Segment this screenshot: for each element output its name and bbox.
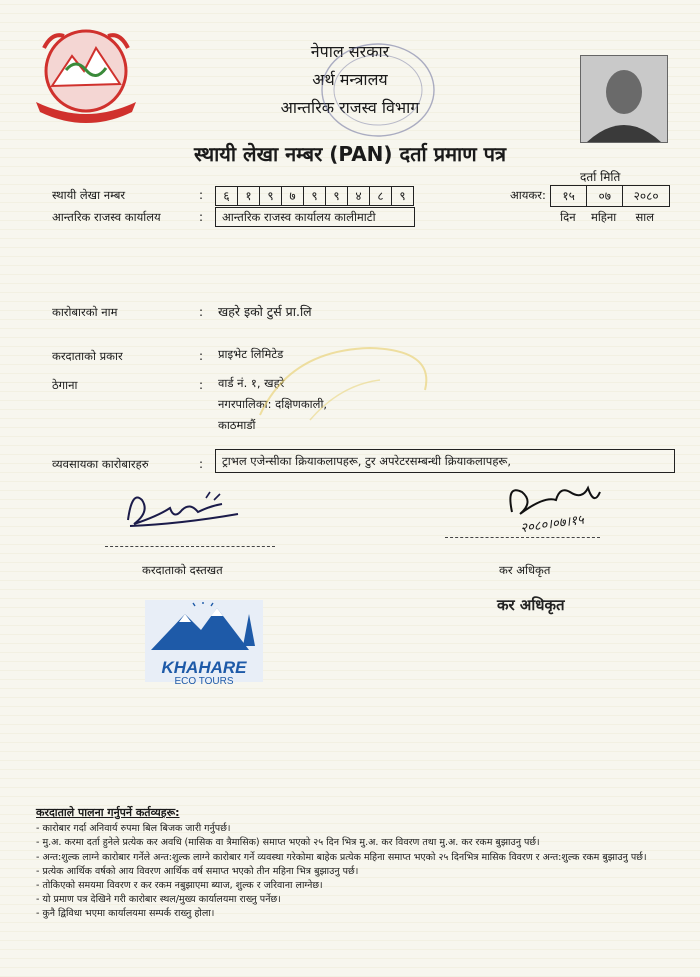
duty-item: - कारोबार गर्दा अनिवार्य रुपमा बिल बिजक जारी गर्नुपर्छ। [36, 823, 231, 835]
pan-digit: ७ [281, 187, 303, 205]
logo-name: KHAHARE [161, 658, 247, 677]
pan-digit: ९ [325, 187, 347, 205]
month-caption: महिना [590, 210, 617, 224]
address-line-2: नगरपालिका: दक्षिणकाली, [218, 397, 328, 411]
address-line-3: काठमाडौं [218, 418, 256, 432]
certificate-title: स्थायी लेखा नम्बर (PAN) दर्ता प्रमाण पत्र [193, 142, 507, 166]
income-tax-label: आयकर: [510, 188, 546, 202]
khahare-logo [145, 600, 263, 687]
taxpayer-type-value: प्राइभेट लिमिटेड [218, 347, 284, 361]
pan-digit: ४ [347, 187, 369, 205]
address-line-1: वार्ड नं. १, खहरे [218, 376, 285, 390]
activities-label: व्यवसायका कारोबारहरु [52, 457, 149, 471]
officer-signature-label: कर अधिकृत [499, 563, 551, 577]
day-caption: दिन [560, 210, 576, 224]
person-photo-icon [581, 56, 667, 142]
date-captions [550, 210, 668, 225]
pan-label: स्थायी लेखा नम्बर [52, 188, 126, 202]
pan-digit: ८ [369, 187, 391, 205]
taxpayer-duties [36, 806, 676, 922]
duty-item: - तोकिएको समयमा विवरण र कर रकम नबुझाएमा ब्याज, शुल्क र जरिवाना लाग्नेछ। [36, 880, 323, 892]
mountain-logo-icon [145, 600, 263, 656]
office-value: आन्तरिक राजस्व कार्यालय कालीमाटी [215, 207, 415, 227]
pan-colon: : [199, 188, 204, 202]
duties-heading: करदाताले पालना गर्नुपर्ने कर्तव्यहरू: [36, 806, 180, 819]
pan-digit: ६ [223, 189, 230, 203]
activities-colon: : [199, 457, 204, 471]
registration-date-box [550, 185, 670, 207]
business-name-colon: : [199, 305, 204, 319]
taxpayer-signature-label: करदाताको दस्तखत [142, 563, 223, 577]
business-name-value: खहरे इको टुर्स प्रा.लि [218, 304, 312, 319]
duty-item: - प्रत्येक आर्थिक वर्षको आय विवरण आर्थिक वर्ष समाप्त भएको तीन महिना भित्र बुझाउनु पर्छ। [36, 865, 359, 877]
date-year: २०८० [622, 186, 669, 206]
officer-signature-date: २०८०।०७।१५ [519, 512, 585, 537]
duty-item: - कुनै द्विविधा भएमा कार्यालयमा सम्पर्क राख्नु होला। [36, 908, 215, 920]
address-colon: : [199, 378, 204, 392]
pan-digit: ९ [259, 187, 281, 205]
pan-digit: ९ [391, 187, 413, 205]
taxpayer-type-label: करदाताको प्रकार [52, 349, 123, 363]
business-name-label: कारोबारको नाम [52, 305, 118, 319]
officer-stamp-text: कर अधिकृत [497, 596, 565, 614]
taxpayer-photo [580, 55, 668, 143]
pan-digit: ९ [303, 187, 325, 205]
date-day: १५ [562, 189, 575, 203]
pan-number-box [215, 186, 414, 206]
registration-date-heading: दर्ता मिति [580, 170, 621, 184]
logo-subtitle: ECO TOURS [174, 676, 234, 687]
duty-item: - मु.अ. करमा दर्ता हुनेले प्रत्येक कर अवधि (मासिक वा त्रैमासिक) समाप्त भएको २५ दिन भित्र मु.अ. कर विवरण तथा मु.अ. कर रकम बुझाउनु पर्छ। [36, 837, 540, 849]
taxpayer-signature-line [105, 546, 275, 547]
address-label: ठेगाना [52, 378, 78, 392]
gov-name: नेपाल सरकार [310, 42, 390, 61]
year-caption: साल [635, 210, 655, 224]
duty-item: - यो प्रमाण पत्र देखिने गरी कारोबार स्थल/मुख्य कार्यालयमा राख्नु पर्नेछ। [36, 894, 281, 906]
ministry-name: अर्थ मन्त्रालय [312, 70, 388, 89]
department-name: आन्तरिक राजस्व विभाग [280, 98, 420, 117]
office-label: आन्तरिक राजस्व कार्यालय [52, 210, 161, 224]
yellow-stamp-icon [250, 330, 450, 440]
taxpayer-type-colon: : [199, 349, 204, 363]
duty-item: - अन्त:शुल्क लाग्ने कारोबार गर्नेले अन्त:शुल्क लाग्ने कारोबार गर्ने व्यवस्था गरेकोमा बाहेक प्रत्येक महिना समाप्त भएको २५ दिनभित्र मासिक विवरण र अन्त:शुल्क रकम बुझाउनु पर्छ। [36, 851, 647, 863]
pan-digit: १ [237, 187, 259, 205]
taxpayer-signature-icon [110, 480, 260, 540]
activities-value: ट्राभल एजेन्सीका क्रियाकलापहरू, टुर अपरेटरसम्बन्धी क्रियाकलापहरू, [215, 449, 675, 473]
office-colon: : [199, 210, 204, 224]
date-month: ०७ [586, 186, 622, 206]
officer-signature-line [445, 537, 600, 538]
office-stamp-icon [318, 40, 438, 140]
